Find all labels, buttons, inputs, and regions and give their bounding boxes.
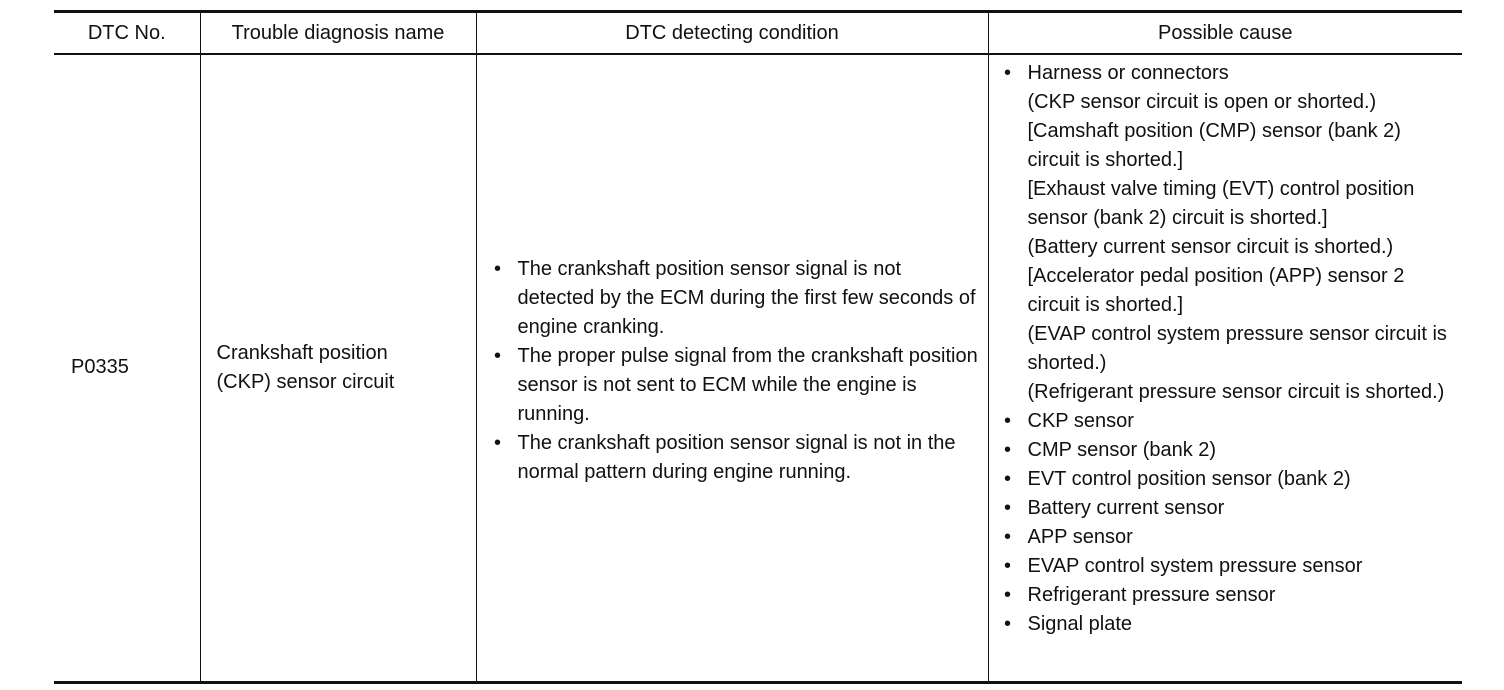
cause-item — [1001, 407, 1457, 436]
condition-list — [491, 255, 980, 487]
possible-cause-cell — [988, 54, 1462, 683]
bullet-icon: • — [1003, 526, 1011, 548]
header-row — [54, 12, 1462, 55]
cause-label: Signal plate — [1027, 613, 1133, 635]
condition-item — [491, 255, 980, 342]
detecting-condition-cell — [476, 54, 988, 683]
cause-detail: (Battery current sensor circuit is shorted.) — [1027, 236, 1394, 258]
dtc-number: P0335 — [71, 355, 129, 378]
trouble-name-line: Crankshaft position — [216, 342, 388, 364]
cause-item — [1001, 436, 1457, 465]
cause-item — [1001, 552, 1457, 581]
cause-item — [1001, 610, 1457, 639]
table-row — [54, 54, 1462, 683]
bullet-icon: • — [1003, 468, 1011, 490]
condition-text: The crankshaft position sensor signal is not in the normal pattern during engine running. — [517, 432, 956, 483]
bullet-icon: • — [493, 432, 501, 454]
cause-detail: (CKP sensor circuit is open or shorted.) — [1027, 91, 1377, 113]
cause-label: APP sensor — [1027, 526, 1133, 548]
cause-detail: [Camshaft position (CMP) sensor (bank 2) circuit is shorted.] — [1027, 120, 1401, 171]
cause-label: CMP sensor (bank 2) — [1027, 439, 1217, 461]
header-possible-cause: Possible cause — [988, 12, 1462, 55]
condition-item — [491, 429, 980, 487]
cause-detail: (EVAP control system pressure sensor circuit is shorted.) — [1027, 323, 1447, 374]
cause-item — [1001, 494, 1457, 523]
header-dtc-no: DTC No. — [87, 21, 166, 44]
cause-label: Battery current sensor — [1027, 497, 1225, 519]
header-detecting-condition: DTC detecting condition — [476, 12, 988, 55]
trouble-name-line: (CKP) sensor circuit — [216, 371, 395, 393]
cause-detail: (Refrigerant pressure sensor circuit is shorted.) — [1027, 381, 1445, 403]
cause-label: Refrigerant pressure sensor — [1027, 584, 1276, 606]
dtc-number-cell — [54, 54, 200, 683]
table-header — [54, 12, 1462, 55]
bullet-icon: • — [493, 345, 501, 367]
cause-label: CKP sensor — [1027, 410, 1134, 432]
bullet-icon: • — [1003, 613, 1011, 635]
condition-text: The proper pulse signal from the crankshaft position sensor is not sent to ECM while the engine is running. — [517, 345, 978, 425]
cause-detail: [Exhaust valve timing (EVT) control position sensor (bank 2) circuit is shorted.] — [1027, 178, 1415, 229]
bullet-icon: • — [493, 258, 501, 280]
dtc-table — [54, 10, 1462, 684]
bullet-icon: • — [1003, 555, 1011, 577]
condition-item — [491, 342, 980, 429]
cause-item — [1001, 581, 1457, 610]
condition-text: The crankshaft position sensor signal is not detected by the ECM during the first few seconds of engine cranking. — [517, 258, 976, 338]
bullet-icon: • — [1003, 410, 1011, 432]
cause-item — [1001, 523, 1457, 552]
cause-label: EVT control position sensor (bank 2) — [1027, 468, 1351, 490]
header-trouble-diagnosis-name: Trouble diagnosis name — [200, 12, 476, 55]
cause-item — [1001, 465, 1457, 494]
bullet-icon: • — [1003, 62, 1011, 84]
cause-item-harness — [1001, 59, 1457, 407]
cause-label: Harness or connectors — [1027, 62, 1229, 84]
bullet-icon: • — [1003, 439, 1011, 461]
table-body — [54, 54, 1462, 683]
cause-label: EVAP control system pressure sensor — [1027, 555, 1363, 577]
cause-detail: [Accelerator pedal position (APP) sensor 2 circuit is shorted.] — [1027, 265, 1405, 316]
trouble-name-cell — [200, 54, 476, 683]
bullet-icon: • — [1003, 584, 1011, 606]
cause-list — [1001, 59, 1457, 639]
bullet-icon: • — [1003, 497, 1011, 519]
